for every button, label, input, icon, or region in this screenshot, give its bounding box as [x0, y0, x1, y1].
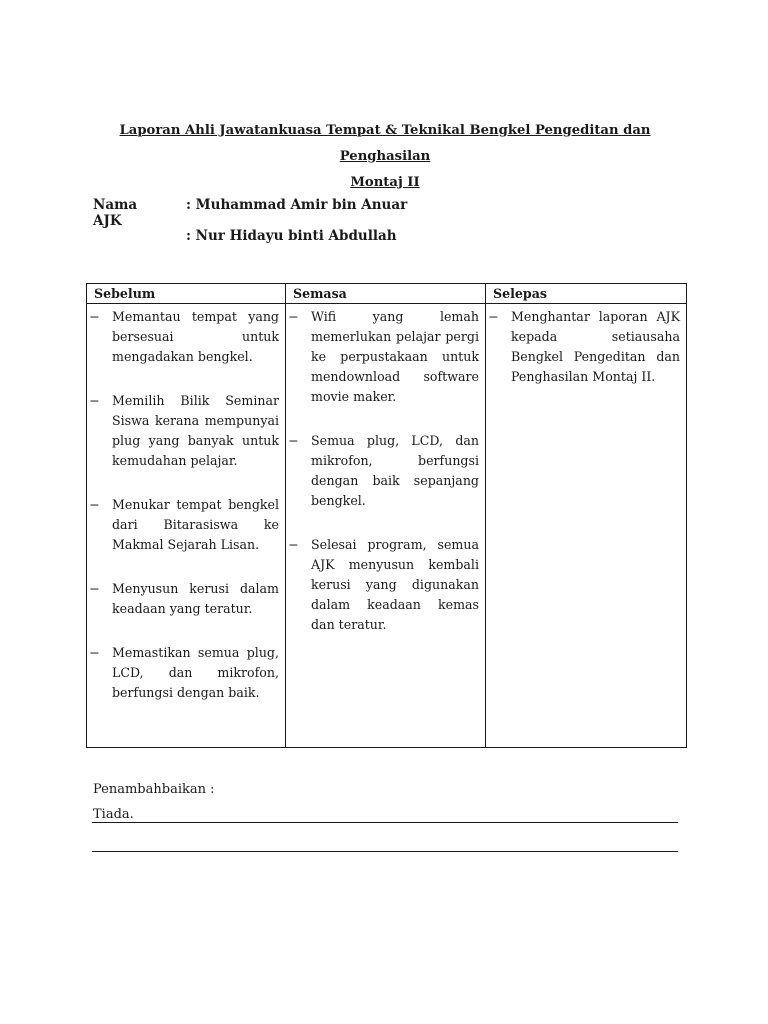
bullet-dash: − — [288, 309, 299, 324]
bullet-dash: − — [89, 497, 100, 512]
remarks-label: Penambahbaikan : — [93, 782, 215, 797]
bullet-dash: − — [89, 309, 100, 324]
remarks-underline-2 — [92, 851, 678, 852]
committee-label: Nama AJK — [93, 197, 138, 229]
bullet-dash: − — [89, 393, 100, 408]
column-selepas — [486, 304, 687, 748]
list-item: − Memastikan semua plug, LCD, dan mikrofon, berfungsi dengan baik. — [89, 645, 279, 700]
report-title — [90, 118, 680, 196]
report-table — [86, 283, 687, 748]
list-item: − Semua plug, LCD, dan mikrofon, berfungsi dengan baik sepanjang bengkel. — [288, 433, 479, 508]
report-title-line-2: Montaj II — [350, 175, 420, 190]
list-item: − Menghantar laporan AJK kepada setiausaha Bengkel Pengeditan dan Penghasilan Montaj II. — [488, 309, 680, 384]
table-body-row — [87, 304, 687, 748]
bullet-dash: − — [288, 433, 299, 448]
remarks-underline-1 — [92, 822, 678, 823]
bullet-dash: − — [288, 537, 299, 552]
bullet-dash: − — [89, 581, 100, 596]
list-item: − Menukar tempat bengkel dari Bitarasiswa ke Makmal Sejarah Lisan. — [89, 497, 279, 552]
report-title-line-1: Laporan Ahli Jawatankuasa Tempat & Teknikal Bengkel Pengeditan dan Penghasilan — [119, 123, 651, 164]
list-item: − Menyusun kerusi dalam keadaan yang teratur. — [89, 581, 279, 616]
column-semasa — [286, 304, 486, 748]
header-semasa: Semasa — [286, 284, 486, 304]
table-header-row — [87, 284, 687, 304]
list-item: − Memilih Bilik Seminar Siswa kerana mempunyai plug yang banyak untuk kemudahan pelajar. — [89, 393, 279, 468]
column-sebelum — [87, 304, 286, 748]
committee-member-1: : Muhammad Amir bin Anuar — [186, 197, 408, 213]
header-selepas: Selepas — [486, 284, 687, 304]
list-item: − Memantau tempat yang bersesuai untuk mengadakan bengkel. — [89, 309, 279, 364]
bullet-dash: − — [89, 645, 100, 660]
committee-member-2: : Nur Hidayu binti Abdullah — [186, 228, 397, 244]
list-item: − Wifi yang lemah memerlukan pelajar pergi ke perpustakaan untuk mendownload software movie maker. — [288, 309, 479, 404]
header-sebelum: Sebelum — [87, 284, 286, 304]
bullet-dash: − — [488, 309, 499, 324]
list-item: − Selesai program, semua AJK menyusun kembali kerusi yang digunakan dalam keadaan kemas dan teratur. — [288, 537, 479, 632]
remarks-value: Tiada. — [93, 807, 134, 822]
